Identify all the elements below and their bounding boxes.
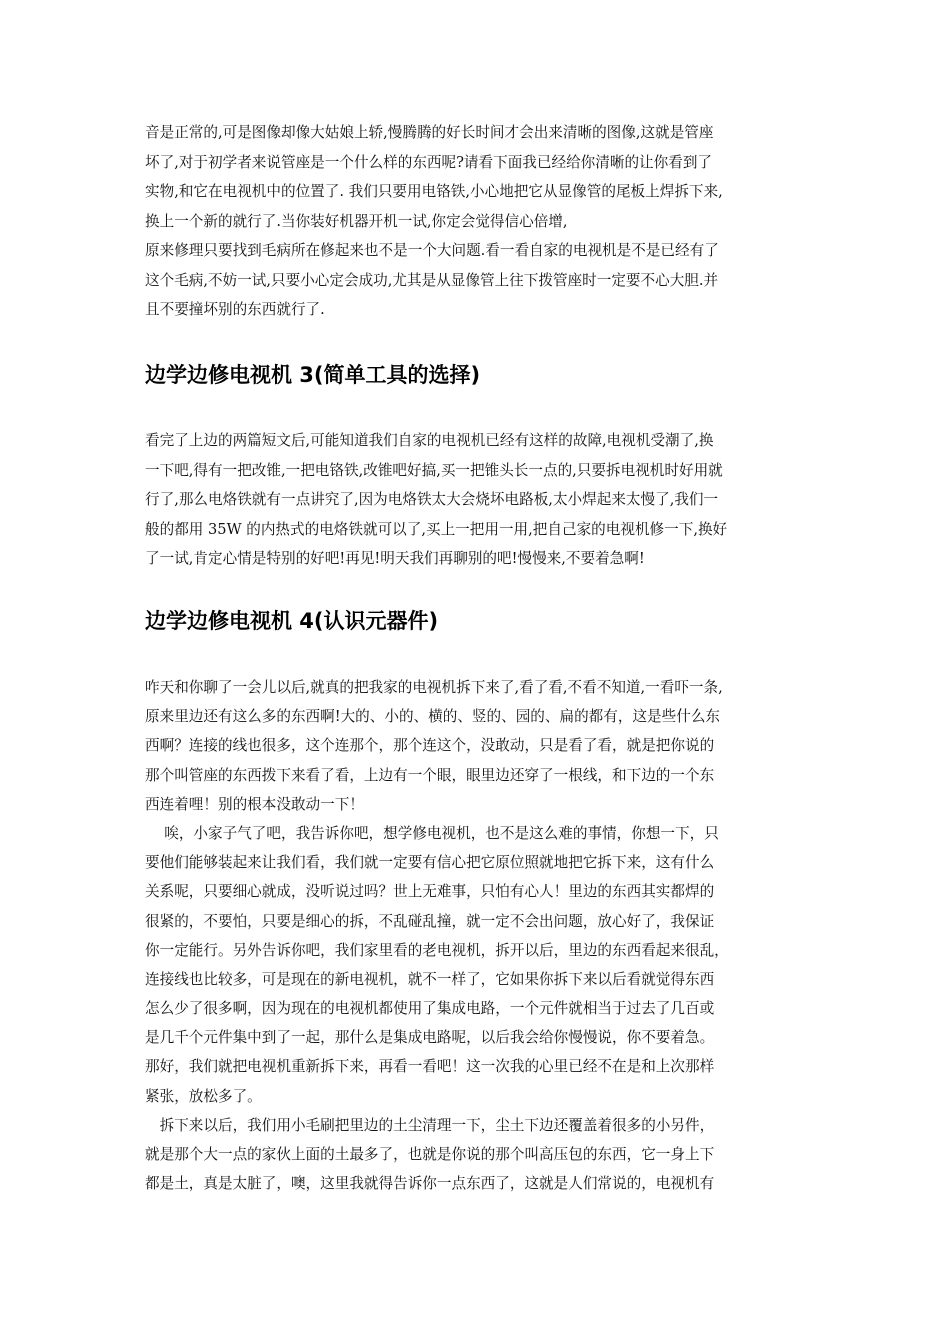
section-heading-4: 边学边修电视机 4(认识元器件)	[145, 609, 439, 633]
text-line: 那好，我们就把电视机重新拆下来，再看一看吧！这一次我的心里已经不在是和上次那样	[145, 1058, 715, 1076]
text-line: 西连着哩！别的根本没敢动一下！	[145, 795, 364, 813]
text-line: 行了,那么电烙铁就有一点讲究了,因为电烙铁太大会烧坏电路板,太小焊起来太慢了,我们一	[145, 491, 719, 508]
text-line: 很紧的，不要怕，只要是细心的拆，不乱碰乱撞，就一定不会出问题，放心好了，我保证	[145, 912, 715, 930]
text-line: 了一试,肯定心情是特别的好吧!再见!明天我们再聊别的吧!慢慢来,不要着急啊!	[145, 550, 645, 567]
text-line: 怎么少了很多啊，因为现在的电视机都使用了集成电路，一个元件就相当于过去了几百或	[145, 1000, 715, 1018]
text-line: 原来里边还有这么多的东西啊!大的、小的、横的、竖的、园的、扁的都有，这是些什么东	[145, 708, 721, 726]
text-line: 要他们能够装起来让我们看，我们就一定要有信心把它原位照就地把它拆下来，这有什么	[145, 854, 715, 872]
text-line: 换上一个新的就行了.当你装好机器开机一试,你定会觉得信心倍增,	[145, 212, 568, 230]
text-line: 原来修理只要找到毛病所在修起来也不是一个大问题.看一看自家的电视机是不是已经有了	[145, 242, 719, 259]
text-line: 实物,和它在电视机中的位置了. 我们只要用电铬铁,小心地把它从显像管的尾板上焊拆下来,	[145, 183, 723, 200]
paragraph-tools	[145, 426, 805, 574]
text-line: 拆下来以后，我们用小毛刷把里边的土尘清理一下，尘土下边还覆盖着很多的小另件，	[145, 1116, 715, 1134]
text-line: 音是正常的,可是图像却像大姑娘上轿,慢腾腾的好长时间才会出来清晰的图像,这就是管座	[145, 124, 714, 141]
section-heading-3: 边学边修电视机 3(简单工具的选择)	[145, 363, 481, 387]
text-line: 你一定能行。另外告诉你吧，我们家里看的老电视机，拆开以后，里边的东西看起来很乱，	[145, 941, 729, 959]
text-line: 这个毛病,不妨一试,只要小心定会成功,尤其是从显像管上往下拨管座时一定要不心大胆.并	[145, 271, 719, 289]
text-line: 西啊？连接的线也很多，这个连那个，那个连这个，没敢动，只是看了看，就是把你说的	[145, 737, 715, 755]
text-line: 紧张，放松多了。	[145, 1087, 262, 1105]
text-line: 唉，小家子气了吧，我告诉你吧，想学修电视机，也不是这么难的事情，你想一下，只	[145, 824, 719, 842]
text-line: 一下吧,得有一把改锥,一把电铬铁,改锥吧好搞,买一把锥头长一点的,只要拆电视机时好用就	[145, 461, 723, 479]
text-line: 看完了上边的两篇短文后,可能知道我们自家的电视机已经有这样的故障,电视机受潮了,换	[145, 432, 714, 449]
text-line: 都是土，真是太脏了，噢，这里我就得告诉你一点东西了，这就是人们常说的，电视机有	[145, 1175, 715, 1193]
text-line: 就是那个大一点的家伙上面的土最多了，也就是你说的那个叫高压包的东西，它一身上下	[145, 1146, 715, 1163]
text-line: 是几千个元件集中到了一起，那什么是集成电路呢，以后我会给你慢慢说，你不要着急。	[145, 1029, 715, 1047]
text-line: 坏了,对于初学者来说管座是一个什么样的东西呢?请看下面我已经给你清晰的让你看到了	[145, 153, 713, 171]
paragraph-intro	[145, 118, 805, 325]
paragraph-components	[145, 673, 805, 1198]
text-line: 关系呢，只要细心就成，没听说过吗？世上无难事，只怕有心人！里边的东西其实都焊的	[145, 883, 715, 901]
text-line: 连接线也比较多，可是现在的新电视机，就不一样了，它如果你拆下来以后看就觉得东西	[145, 970, 715, 988]
text-line: 且不要撞坏别的东西就行了.	[145, 301, 325, 318]
text-line: 咋天和你聊了一会儿以后,就真的把我家的电视机拆下来了,看了看,不看不知道,一看吓一条,	[145, 679, 723, 696]
text-line: 那个叫管座的东西拨下来看了看，上边有一个眼，眼里边还穿了一根线，和下边的一个东	[145, 766, 715, 784]
text-line: 般的都用 35W 的内热式的电烙铁就可以了,买上一把用一用,把自己家的电视机修一下,换好	[145, 520, 728, 538]
